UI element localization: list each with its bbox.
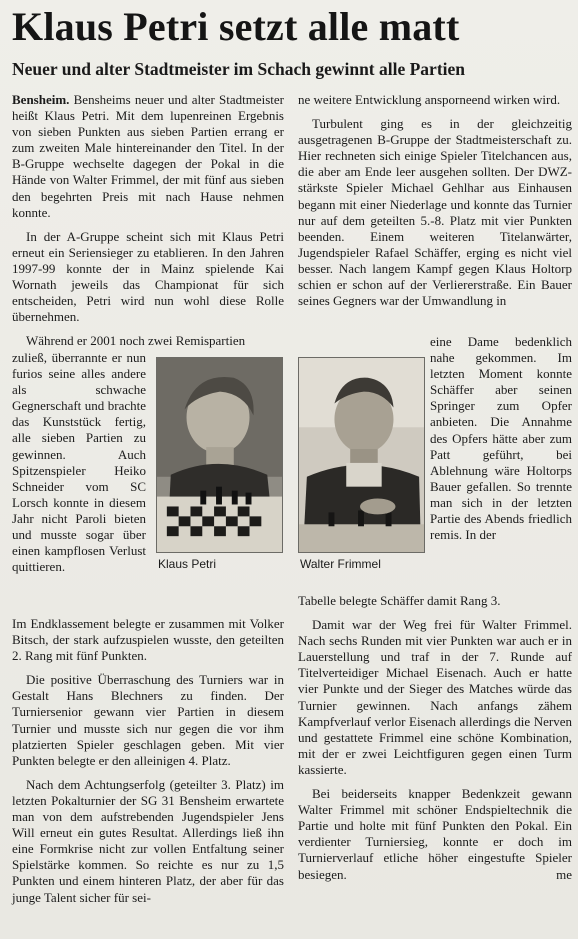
person-at-chessboard-image xyxy=(157,358,282,552)
paragraph: ne weitere Entwicklung ansporneend wirken wird. xyxy=(298,92,561,107)
paragraph: Die positive Überraschung des Turniers war in Gestalt Hans Blechners zu finden. Der Turniersenior gewann vier Partien in diesem Turnier und musste sich nur gegen die vor ihm platzierten Spieler geschlagen geben. Mit vier Punkten belegte er den alleinigen 4. Platz. xyxy=(12,672,284,768)
headline: Klaus Petri setzt alle matt xyxy=(12,4,460,49)
caption-right: Walter Frimmel xyxy=(300,557,381,571)
man-at-chessboard-image xyxy=(299,358,424,552)
paragraph xyxy=(298,786,572,883)
right-wrapped-text: eine Dame bedenklich nahe gekommen. Im letzten Moment konnte Schäffer aber seinen Springer zum Opfer anbieten. Die Annahme des Opfers hätte aber zum Patt geführt, bei Ablehnung wäre Holtorps Bauer gefallen. So trennte man sich in der letzten Partie des Abends friedlich remis. In der xyxy=(430,334,572,543)
right-column-lower xyxy=(298,593,572,891)
paragraph: Während er 2001 noch zwei Remispartien xyxy=(26,333,246,349)
paragraph: In der A-Gruppe scheint sich mit Klaus Petri erneut ein Seriensieger zu etablieren. In den Jahren 1997-99 konnte der in Mainz spielende Kai Wornath jeweils das Championat für sich entscheiden, Petri wird nun wohl diese Rolle übernehmen. xyxy=(12,228,284,325)
subheadline: Neuer und alter Stadtmeister im Schach gewinnt alle Partien xyxy=(12,59,466,79)
continuation-fragment: me xyxy=(556,866,572,882)
paragraph: Turbulent ging es in der gleichzeitig ausgetragenen B-Gruppe der Stadtmeisterschaft zu. Hier rechneten sich einige Spieler Titelchancen aus, die aber am Ende leer ausgehen sollten. Der DWZ-stärkste Spieler Michael Gehlhar aus Einhausen begann mit einer Niederlage und konnte das Turnier nur auf dem geteilten 5.-8. Platz mit vier Punkten beenden. Einem weiteren Titelanwärter, Jugendspieler Rafael Schäffer, erging es nicht viel besser. Nach langem Kampf gegen Klaus Holtorp schien er schon auf der Verliererstraße. Ein Bauer seines Gegners war der Umwandlung in xyxy=(298,116,572,309)
photo-walter-frimmel xyxy=(298,357,425,553)
dateline: Bensheim. xyxy=(12,92,70,107)
paragraph: Im Endklassement belegte er zusammen mit Volker Bitsch, der stark aufzuspielen wusste, den geteilten 2. Rang mit fünf Punkten. xyxy=(12,616,284,664)
photo-klaus-petri xyxy=(156,357,283,553)
left-wrapped-text: zuließ, überrannte er nun furios seine alles andere als schwache Gegnerschaft und brachte das Kunststück fertig, alle sieben Partien zu gewinnen. Auch Spitzenspieler Heiko Schneider vom SC Lorsch konnte in diesem Jahr nicht Paroli bieten und musste sogar über einen kampflosen Verlust quittieren. xyxy=(12,350,146,575)
left-column-lower xyxy=(12,616,284,914)
right-column xyxy=(298,92,572,342)
paragraph-text: Bensheims neuer und alter Stadtmeister heißt Klaus Petri. Mit dem lupenreinen Ergebnis von sieben Punkten aus sieben Partien errang er zum zweiten Male hintereinander den Titel. In der B-Gruppe wechselte dagegen der Pokal in die Hände von Walter Frimmel, der mit fünf aus sieben den begehrten Preis mit nach Hause nehmen konnte. xyxy=(12,92,284,220)
paragraph-text: Bei beiderseits knapper Bedenkzeit gewann Walter Frimmel mit schöner Endspieltechnik die Partie und holte mit fünf Punkten den Pokal. Ein verdienter Turniersieg, konnte er doch im Turnierverlauf etliche höher eingestufte Spieler besiegen. xyxy=(298,786,572,882)
paragraph: Damit war der Weg frei für Walter Frimmel. Nach sechs Runden mit vier Punkten war auch er in Lauerstellung und traf in der 7. Runde auf Titelverteidiger Michael Eisenach. Auch er hatte vier Punkte und der Sieger des Matches würde das Turnier gewinnen. Nach anfangs zähem Kampfverlauf verlor Eisenach allerdings die Nerven und gestattete Frimmel eine schöne Kombination, mit der er zwei Leichtfiguren gegen einen Turm kassierte. xyxy=(298,617,572,777)
paragraph: Tabelle belegte Schäffer damit Rang 3. xyxy=(298,593,501,608)
paragraph: Nach dem Achtungserfolg (geteilter 3. Platz) im letzten Pokalturnier der SG 31 Bensheim erwartete man von dem aufstrebenden Jugendspieler Jens Will erneut ein gutes Resultat. Allerdings ließ ihn eine Formkrise nicht zur vollen Entfaltung seiner Spielstärke kommen. So reichte es nur zu 1,5 Punkten und einem hinteren Platz, der aber für das junge Talent sicher für sei- xyxy=(12,776,284,905)
caption-left: Klaus Petri xyxy=(158,557,217,571)
paragraph xyxy=(12,92,284,221)
left-column xyxy=(12,92,284,350)
